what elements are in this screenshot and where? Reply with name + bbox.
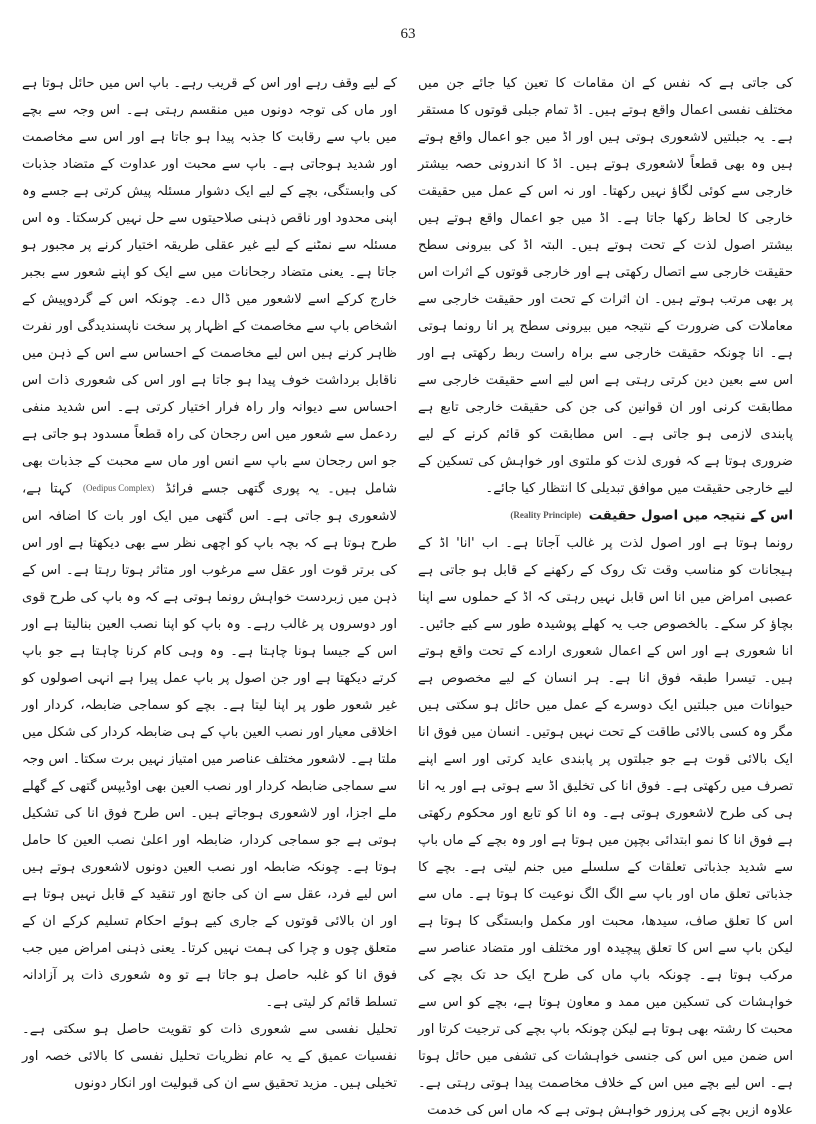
oedipus-complex-term: (Oedipus Complex): [82, 483, 155, 493]
left-paragraph-1: [22, 70, 397, 1016]
reality-principle-heading: [418, 502, 793, 530]
left-paragraph-2: تحلیل نفسی سے شعوری ذات کو تقویت حاصل ہو سکتی ہے۔ نفسیات عمیق کے یہ عام نظریات تحلیل نفسی کا بالائی خصہ اور تخیلی ہیں۔ مزید تحقیق سے ان کی قبولیت اور انکار دونوں: [22, 1021, 397, 1091]
left-paragraph-1-part-a: کے لیے وقف رہے اور اس کے قریب رہے۔ باپ اس میں حائل ہوتا ہے اور ماں کی توجہ دونوں میں منقسم رہتی ہے۔ اس وجہ سے بچے میں باپ سے رقابت کا جذبہ پیدا ہو جاتا ہے اور اس سے مخاصمت اور شدید ہوجاتی ہے۔ باپ سے محبت اور عداوت کے متضاد جذبات کی وابستگی، بچے کے لیے ایک دشوار مسئلہ پیش کرتی ہے جسے وہ اپنی محدود اور ناقص ذہنی صلاحیتوں سے حل نہیں کرسکتا۔ وہ اس مسئلہ سے نمٹنے کے لیے غیر عقلی طریقہ اختیار کرنے پر مجبور ہو جاتا ہے۔ یعنی متضاد رجحانات میں سے ایک کو اپنے شعور سے بجبر خارج کرکے اسے لاشعور میں ڈال دے۔ چونکہ اس کے گردوپیش کے اشخاص باپ سے مخاصمت کے اظہار پر سخت ناپسندیدگی اور نفرت ظاہر کرنے ہیں اس لیے مخاصمت کے احساس سے اس کے ذہن میں ناقابل برداشت خوف پیدا ہو جاتا ہے اور اس کی شعوری ذات اس احساس سے دیوانہ وار راہ فرار اختیار کرتی ہے۔ اس شدید منفی ردعمل سے شعور میں اس رجحان کی راہ قطعاً مسدود ہو جاتی ہے جو اس رجحان سے باپ سے انس اور ماں سے محبت کے جذبات بھی شامل ہیں۔ یہ پوری گتھی جسے فرائڈ: [22, 76, 398, 497]
right-column: [418, 70, 793, 1124]
reality-principle-heading-text: اس کے نتیجہ میں اصول حقیقت: [588, 508, 793, 524]
left-column: [22, 70, 397, 1097]
page-number: 63: [400, 26, 416, 42]
reality-principle-term: (Reality Principle): [510, 510, 582, 520]
right-paragraph-2: رونما ہوتا ہے اور اصول لذت پر غالب آجاتا ہے۔ اب 'انا' اڈ کے ہیجانات کو مناسب وقت تک روک کے رکھنے کے قابل ہو جاتی ہے عصبی امراض میں انا اس قابل نہیں رہتی کہ اڈ کے حملوں سے اپنا بچاؤ کر سکے۔ بالخصوص جب یہ کھلے پوشیدہ طور سے کیے جائیں۔ انا شعوری ہے اور اس کے اعمال شعوری ارادے کے تحت واقع ہوتے ہیں۔ تیسرا طبقہ فوق انا ہے۔ ہر انسان کے لیے مخصوص ہے حیوانات میں جبلتیں ایک دوسرے کے عمل میں حائل ہو سکتی ہیں مگر وہ کسی بالائی طاقت کے تحت نہیں ہوتیں۔ انسان میں فوق انا ایک بالائی قوت ہے جو جبلتوں پر پابندی عاید کرتی اور اسے اپنے تصرف میں رکھتی ہے۔ فوق انا کی تخلیق اڈ سے ہوتی ہے اور یہ انا ہی کی طرح لاشعوری ہوتی ہے۔ وہ انا کو تابع اور محکوم رکھتی ہے فوق انا کا نمو ابتدائی بچپن میں ہوتا ہے اور وہ بچے کے ماں باپ سے شدید جذباتی تعلقات کے سلسلے میں جنم لیتی ہے۔ بچے کا جذباتی تعلق ماں اور باپ سے الگ الگ نوعیت کا ہوتا ہے۔ ماں سے اس کا تعلق صاف، سیدھا، محبت اور مکمل وابستگی کا ہوتا ہے لیکن باپ سے اس کا تعلق پیچیدہ اور مختلف اور متضاد عناصر سے مرکب ہوتا ہے۔ چونکہ باپ ماں کی طرح ایک حد تک بچے کی خواہشات کی تسکین میں ممد و معاون ہوتا ہے، بچے کو اس سے محبت کا رشتہ بھی ہوتا ہے لیکن چونکہ باپ بچے کی ترجیت کرتا اور اس ضمن میں اس کی جنسی خواہشات کی تشفی میں حائل ہوتا ہے۔ اس لیے بچے میں اس کے خلاف مخاصمت پیدا ہوتی رہتی ہے۔ علاوہ ازیں بچے کی پرزور خواہش ہوتی ہے کہ ماں اس کی خدمت: [418, 535, 793, 1118]
right-paragraph-1: کی جاتی ہے کہ نفس کے ان مقامات کا تعین کیا جائے جن میں مختلف نفسی اعمال واقع ہوتے ہیں۔ اڈ تمام جبلی قوتوں کا مستقر ہے۔ یہ جبلتیں لاشعوری ہوتی ہیں اور اڈ میں جو اعمال واقع ہوتے ہیں وہ بھی قطعاً لاشعوری ہوتے ہیں۔ اڈ کا اندرونی حصہ بیشتر خارجی سے کوئی لگاؤ نہیں رکھتا۔ اور نہ اس کے عمل میں حقیقت خارجی کا لحاظ رکھا جاتا ہے۔ اڈ میں جو اعمال واقع ہوتے ہیں بیشتر اصول لذت کے تحت ہوتے ہیں۔ البتہ اڈ کی بیرونی سطح حقیقت خارجی سے اتصال رکھتی ہے اور خارجی قوتوں کے اثرات اس پر بھی مرتب ہوتے ہیں۔ ان اثرات کے تحت اور حقیقت خارجی سے معاملات کی ضرورت کے نتیجہ میں بیرونی سطح پر انا رونما ہوتی ہے۔ انا چونکہ حقیقت خارجی سے براہ راست ربط رکھتی ہے اور اس سے بعین دین کرتی رہتی ہے اس لیے اسے حقیقت خارجی سے مطابقت کرنی اور ان قوانین کی جن کی حقیقت خارجی تابع ہے پابندی لازمی ہو جاتی ہے۔ اس مطابقت کو قائم کرنے کے لیے ضروری ہوتا ہے کہ فوری لذت کو ملتوی اور خواہش کی تسکین کے لیے خارجی حقیقت میں موافق تبدیلی کا انتظار کیا جائے۔: [418, 76, 793, 496]
left-paragraph-1-part-b: کہتا ہے، لاشعوری ہو جاتی ہے۔ اس گتھی میں ایک اور بات کا اضافہ اس طرح ہوتا ہے کہ بچہ باپ کو اچھی نظر سے بھی دیکھتا ہے اور اس کی برتر قوت اور عقل سے مرغوب اور متاثر ہوتا رہتا ہے۔ اس کے ذہن میں زبردست خواہش رونما ہوتی ہے کہ وہ باپ کی طرح قوی اور دوسروں پر غالب رہے۔ وہ باپ کو اپنا نصب العین بنالیتا ہے اور اس کے جیسا ہونا چاہتا ہے۔ وہ وہی کام کرنا چاہتا ہے جو باپ کرتے دیکھتا ہے اور جن اصول پر باپ عمل پیرا ہے انہی اصولوں کو غیر شعور طور پر اپنا لیتا ہے۔ بچے کو سماجی ضابطہ، کردار اور اخلاقی معیار اور نصب العین باپ کے ہی ضابطہ کردار کی شکل میں ملتا ہے۔ لاشعور مختلف عناصر میں امتیاز نہیں برت سکتا۔ اس وجہ سے سماجی ضابطہ کردار اور نصب العین بھی اوڈیپس گتھی کے گھلے ملے اجزا، اور لاشعوری ہوجاتے ہیں۔ اس طرح فوق انا کی تشکیل ہوتی ہے جو سماجی کردار، ضابطہ اور اعلیٰ نصب العین کا حامل ہوتا ہے۔ چونکہ ضابطہ اور نصب العین دونوں لاشعوری ہوتے ہیں اس لیے فرد، عقل سے ان کی جانچ اور تنقید کے قابل نہیں ہوتا ہے اور ان بالائی قوتوں کے جاری کیے ہوئے احکام تسلیم کرکے ان کے متعلق چوں و چرا کی ہمت نہیں کرتا۔ یعنی ذہنی امراض میں جب فوق انا کو غلبہ حاصل ہو جاتا ہے تو وہ شعوری ذات پر آزادانہ تسلط قائم کر لیتی ہے۔: [22, 481, 397, 1010]
